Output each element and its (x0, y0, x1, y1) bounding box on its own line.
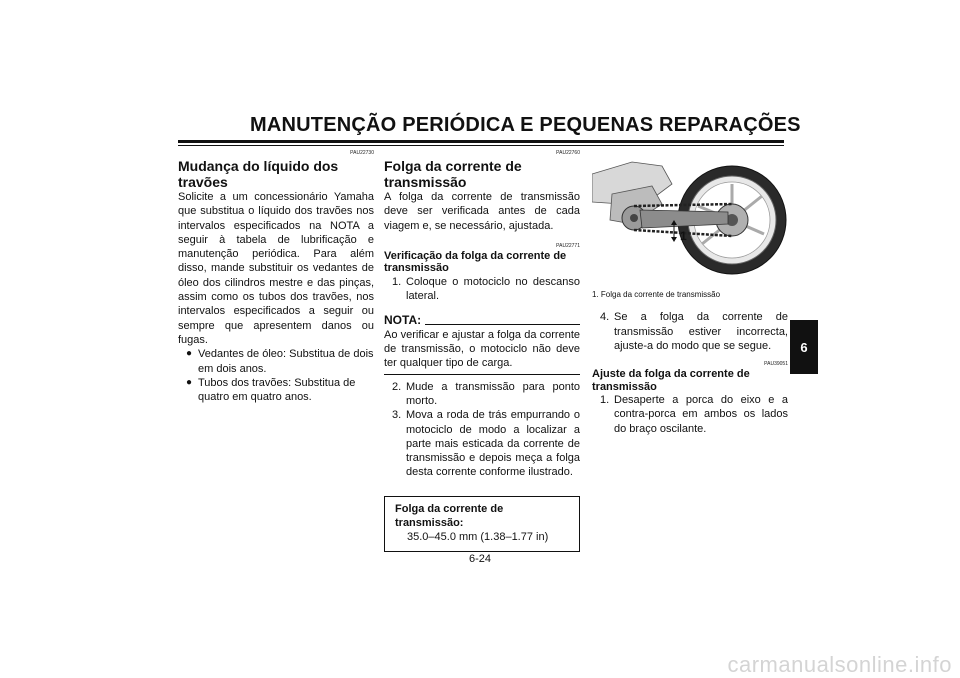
body-paragraph: A folga da corrente de transmissão deve ser verificada antes de cada viagem e, se necessário, ajustada. (384, 191, 580, 232)
step-item (592, 393, 788, 436)
step-number: 2. (392, 380, 402, 393)
spec-title: Folga da corrente de transmissão: (395, 502, 504, 530)
step-number: 4. (600, 311, 610, 324)
step-text: Mude a transmissão para ponto morto. (406, 380, 580, 407)
sub-heading: Ajuste da folga da corrente de transmissão (592, 368, 750, 393)
section-code: PAU22730 (350, 150, 374, 156)
note-rule-bottom (384, 374, 580, 375)
spec-box (384, 496, 580, 552)
section-heading: Folga da corrente de transmissão (384, 158, 522, 190)
step-item (592, 310, 788, 353)
step-item (384, 380, 580, 409)
bullet-text: Vedantes de óleo: Substitua de dois em dois anos. (198, 348, 374, 375)
section-code: PAU39051 (764, 361, 788, 368)
section-code: PAU22771 (556, 242, 580, 249)
bullet-icon: ● (186, 376, 193, 388)
watermark-text: carmanualsonline.info (727, 652, 952, 677)
step-number: 3. (392, 409, 402, 422)
section-code: PAU22760 (556, 150, 580, 156)
step-item (384, 408, 580, 479)
step-number: 1. (600, 394, 610, 407)
figure-caption: 1. Folga da corrente de transmissão (592, 290, 721, 300)
motorcycle-chain-photo (592, 154, 788, 282)
note-label: NOTA: (384, 313, 422, 328)
page-header-title: MANUTENÇÃO PERIÓDICA E PEQUENAS REPARAÇÕES (250, 114, 801, 136)
note-rule (425, 324, 580, 325)
step-text: Se a folga da corrente de transmissão estiver incorrecta, ajuste-a do modo que se segue. (614, 311, 788, 352)
bullet-item (178, 347, 374, 376)
column-chain-adjust (592, 150, 788, 436)
column-chain-slack (384, 150, 580, 552)
column-brake-fluid (178, 150, 374, 404)
photo-callout: 1 (680, 229, 687, 243)
note-text: Ao verificar e ajustar a folga da corrente de transmissão, o motociclo não deve ter qualquer tipo de carga. (384, 328, 580, 370)
page-number: 6-24 (468, 553, 492, 565)
sub-heading: Verificação da folga da corrente de transmissão (384, 249, 567, 275)
bullet-item (178, 376, 374, 405)
spec-value: 35.0–45.0 mm (1.38–1.77 in) (407, 531, 549, 544)
step-text: Coloque o motociclo no descanso lateral. (406, 275, 580, 303)
bullet-text: Tubos dos travões: Substitua de quatro em quatro anos. (198, 376, 356, 404)
body-paragraph: Solicite a um concessionário Yamaha que substitua o líquido dos travões nos intervalos especificados na NOTA a seguir à tabela de lubrificação e manutenção periódica. Para além disso, mande substituir os vedantes de óleo dos cilindros mestre e das pinças, assim como os tubos dos travões, nos intervalos especificados a seguir ou sempre que apresentem danos ou fugas. (178, 191, 374, 346)
step-item (384, 275, 580, 304)
note-header (384, 313, 580, 327)
chapter-tab: 6 (790, 320, 818, 374)
step-number: 1. (392, 275, 402, 288)
section-heading: Mudança do líquido dos travões (178, 158, 339, 190)
step-text: Desaperte a porca do eixo e a contra-porca em ambos os lados do braço oscilante. (614, 394, 788, 435)
header-rule-thin (178, 145, 784, 146)
header-rule (178, 140, 784, 143)
step-text: Mova a roda de trás empurrando o motociclo de modo a localizar a parte mais esticada da corrente de transmissão e depois meça a folga desta corrente conforme ilustrado. (406, 409, 580, 479)
bullet-icon: ● (186, 348, 193, 360)
